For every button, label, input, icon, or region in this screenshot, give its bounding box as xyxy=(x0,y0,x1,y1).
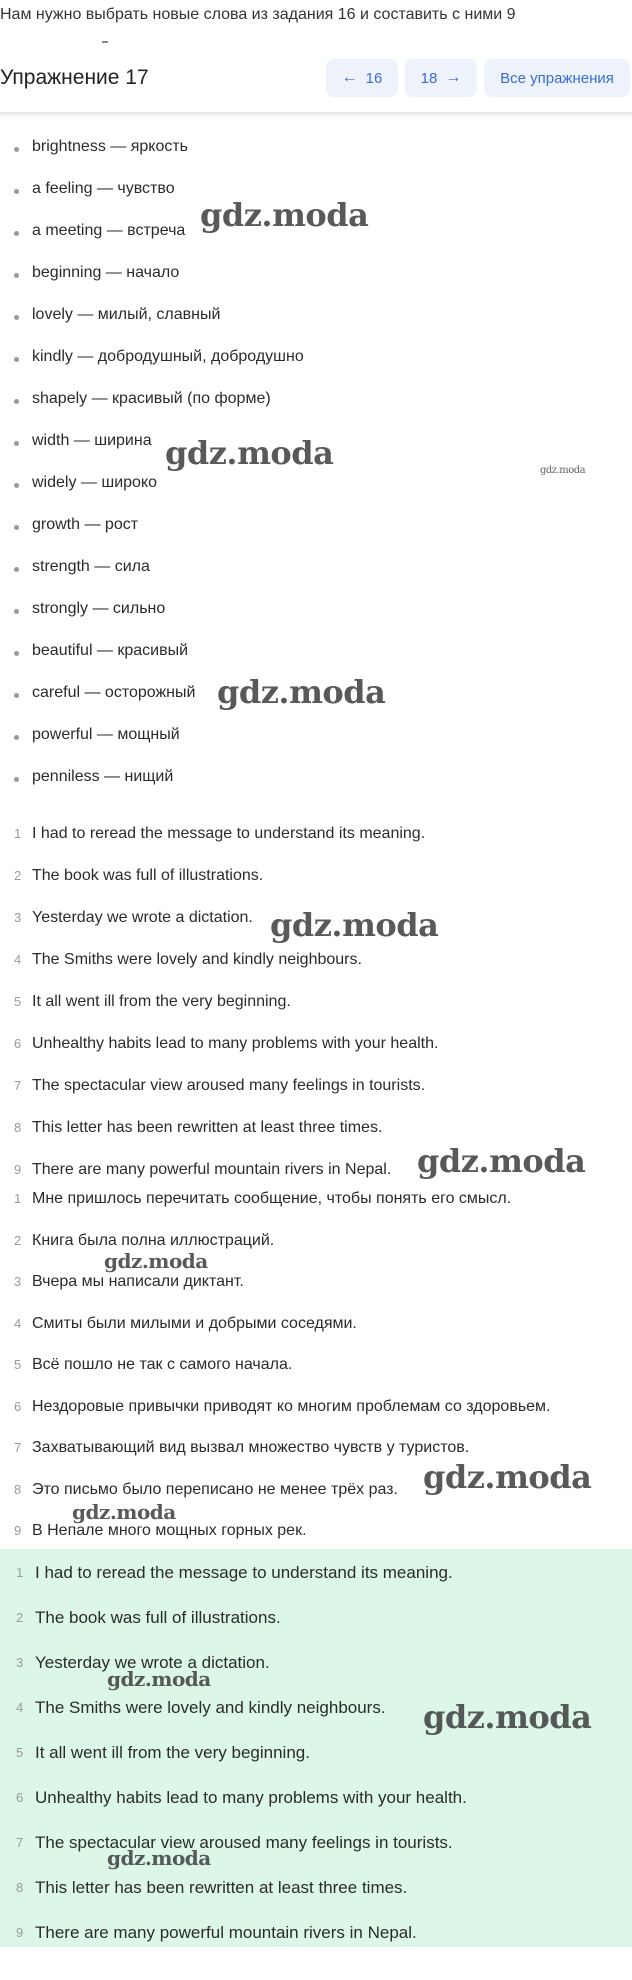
header-shadow xyxy=(0,112,632,118)
watermark: gdz.moda xyxy=(540,465,586,476)
sentence-number: 7 xyxy=(14,1440,22,1455)
bullet-icon xyxy=(14,567,19,572)
bullet-icon xyxy=(14,315,19,320)
vocab-text: beginning — начало xyxy=(32,264,180,281)
sentence-text: I had to reread the message to understand its meaning. xyxy=(35,1563,453,1582)
vocab-text: beautiful — красивый xyxy=(32,642,189,659)
exercise-header xyxy=(0,52,632,112)
sentence-number: 7 xyxy=(16,1835,24,1850)
vocab-text: a meeting — встреча xyxy=(32,222,186,239)
sentence-number: 2 xyxy=(16,1610,24,1625)
sentence-text: Мне пришлось перечитать сообщение, чтобы понять его смысл. xyxy=(32,1190,512,1207)
vocab-text: strongly — сильно xyxy=(32,600,166,617)
watermark: gdz.moda xyxy=(270,906,439,944)
sentence-number: 5 xyxy=(16,1745,24,1760)
sentence-number: 4 xyxy=(16,1700,24,1715)
sentence-number: 2 xyxy=(14,1232,22,1248)
sentence-number: 9 xyxy=(16,1925,24,1940)
bullet-icon xyxy=(14,693,19,698)
vocab-text: penniless — нищий xyxy=(32,768,174,785)
watermark: gdz.moda xyxy=(217,673,386,711)
sentence-text: This letter has been rewritten at least three times. xyxy=(35,1878,408,1897)
sentence-text: Вчера мы написали диктант. xyxy=(32,1273,244,1290)
sentence-number: 3 xyxy=(14,1274,22,1289)
all-exercises-label: Все упражнения xyxy=(500,69,614,87)
prev-exercise-button[interactable] xyxy=(326,59,398,97)
sentence-text: The Smiths were lovely and kindly neighbours. xyxy=(32,951,362,968)
sentence-text: The book was full of illustrations. xyxy=(35,1608,281,1627)
sentence-number: 9 xyxy=(14,1523,22,1538)
sentence-number: 4 xyxy=(14,1315,22,1331)
vocab-text: brightness — яркость xyxy=(32,138,189,155)
bullet-icon xyxy=(14,399,19,404)
sentence-number: 1 xyxy=(16,1565,24,1580)
bullet-icon xyxy=(14,273,19,278)
sentence-text: В Непале много мощных горных рек. xyxy=(32,1522,307,1539)
vocab-text: width — ширина xyxy=(32,432,152,449)
sentence-number: 9 xyxy=(14,1162,22,1177)
sentence-text: Смиты были милыми и добрыми соседями. xyxy=(32,1314,357,1332)
sentence-text: The spectacular view aroused many feelings in tourists. xyxy=(32,1077,426,1094)
sentence-text: There are many powerful mountain rivers in Nepal. xyxy=(32,1161,392,1178)
sentence-number: 6 xyxy=(14,1398,22,1414)
sentence-number: 2 xyxy=(14,868,22,883)
sentence-text: Всё пошло не так с самого начала. xyxy=(32,1356,293,1373)
sentence-text: There are many powerful mountain rivers in Nepal. xyxy=(35,1923,417,1942)
sentence-number: 3 xyxy=(16,1655,24,1670)
watermark: gdz.moda xyxy=(104,1249,208,1273)
watermark: gdz.moda xyxy=(165,434,334,472)
bullet-icon xyxy=(14,777,19,782)
sentence-number: 6 xyxy=(14,1036,22,1051)
bullet-icon xyxy=(14,651,19,656)
watermark: gdz.moda xyxy=(72,1500,176,1524)
vocab-text: widely — широко xyxy=(32,474,157,491)
bullet-icon xyxy=(14,231,19,236)
vocab-text: growth — рост xyxy=(32,516,139,533)
sentence-text: Yesterday we wrote a dictation. xyxy=(35,1653,270,1672)
bullet-icon xyxy=(14,525,19,530)
watermark: gdz.moda xyxy=(200,196,369,234)
sentence-text: The Smiths were lovely and kindly neighbours. xyxy=(35,1698,386,1717)
sentence-number: 7 xyxy=(14,1078,22,1093)
sentence-text: Захватывающий вид вызвал множество чувств у туристов. xyxy=(32,1439,470,1456)
bullet-icon xyxy=(14,147,19,152)
watermark: gdz.moda xyxy=(107,1667,211,1691)
vocab-text: powerful — мощный xyxy=(32,726,180,743)
task-text: Нам нужно выбрать новые слова из задания 16 и составить с ними 9 xyxy=(0,6,516,23)
sentence-number: 3 xyxy=(14,910,22,925)
arrow-right-icon: → xyxy=(445,69,462,86)
sentence-number: 4 xyxy=(14,952,22,967)
sentence-number: 5 xyxy=(14,994,22,1009)
all-exercises-button[interactable] xyxy=(484,59,630,97)
sentence-text: Это письмо было переписано не менее трёх раз. xyxy=(32,1480,398,1498)
sentence-text: This letter has been rewritten at least three times. xyxy=(32,1119,383,1136)
sentence-text: It all went ill from the very beginning. xyxy=(32,993,291,1010)
watermark: gdz.moda xyxy=(107,1846,211,1870)
bullet-icon xyxy=(14,441,19,446)
sentence-number: 1 xyxy=(14,1191,22,1206)
vocab-text: lovely — милый, славный xyxy=(32,306,221,323)
sentence-text: It all went ill from the very beginning. xyxy=(35,1743,310,1762)
next-exercise-label: 18 xyxy=(420,69,438,87)
sentence-number: 5 xyxy=(14,1357,22,1372)
sentence-text: I had to reread the message to understand its meaning. xyxy=(32,825,426,842)
sentence-text: Unhealthy habits lead to many problems with your health. xyxy=(35,1788,467,1807)
sentence-number: 8 xyxy=(16,1880,24,1895)
vocab-text: strength — сила xyxy=(32,558,150,575)
bullet-icon xyxy=(14,735,19,740)
sentence-number: 8 xyxy=(14,1120,22,1135)
vocab-text: kindly — добродушный, добродушно xyxy=(32,348,304,365)
sentence-text: The book was full of illustrations. xyxy=(32,867,264,884)
sentence-number: 1 xyxy=(14,826,22,841)
sentence-text: Нездоровые привычки приводят ко многим проблемам со здоровьем. xyxy=(32,1397,551,1415)
watermark: gdz.moda xyxy=(423,1458,592,1496)
vocab-text: a feeling — чувство xyxy=(32,180,175,197)
watermark: gdz.moda xyxy=(417,1142,586,1180)
page-title: Упражнение 17 xyxy=(0,66,149,89)
sentence-text: Unhealthy habits lead to many problems with your health. xyxy=(32,1035,439,1052)
arrow-left-icon: ← xyxy=(341,69,358,86)
sentence-text: Yesterday we wrote a dictation. xyxy=(32,909,253,926)
bullet-icon xyxy=(14,357,19,362)
sentence-text: The spectacular view aroused many feelings in tourists. xyxy=(35,1833,453,1852)
bullet-icon xyxy=(14,189,19,194)
bullet-icon xyxy=(14,483,19,488)
watermark: gdz.moda xyxy=(423,1698,592,1736)
next-exercise-button[interactable] xyxy=(405,59,477,97)
vocab-text: shapely — красивый (по форме) xyxy=(32,390,271,407)
sentence-text: Книга была полна иллюстраций. xyxy=(32,1231,275,1249)
vocab-text: careful — осторожный xyxy=(32,684,196,701)
bullet-icon xyxy=(14,609,19,614)
answer-panel xyxy=(0,1549,632,1947)
prev-exercise-label: 16 xyxy=(365,69,383,87)
sentence-number: 8 xyxy=(14,1481,22,1497)
decorative-dash xyxy=(102,41,108,43)
sentence-number: 6 xyxy=(16,1790,24,1805)
